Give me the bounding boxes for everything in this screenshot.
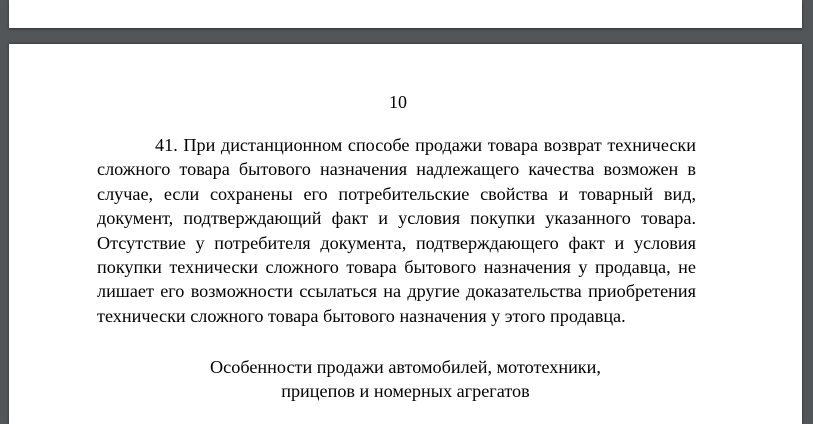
paragraph-line: технически сложного товара бытового назначения у этого продавца.: [97, 305, 626, 326]
page-number: 10: [389, 92, 407, 112]
paragraph-41: [97, 133, 696, 328]
paragraph-line: Отсутствие у потребителя документа, подтверждающего факт и условия: [97, 232, 696, 253]
paragraph-line: 41. При дистанционном способе продажи товара возврат технически: [155, 135, 696, 155]
section-heading: [9, 355, 802, 403]
paragraph-line: случае, если сохранены его потребительские свойства и товарный вид,: [97, 183, 696, 204]
section-heading-line: прицепов и номерных агрегатов: [281, 381, 530, 401]
paragraph-line: покупки технически сложного товара бытового назначения у продавца, не: [97, 257, 696, 278]
previous-page-bottom: [9, 0, 802, 28]
section-heading-line: Особенности продажи автомобилей, мототехники,: [210, 357, 601, 377]
paragraph-line: сложного товара бытового назначения надлежащего качества возможен в: [97, 159, 696, 180]
paragraph-line: документ, подтверждающий факт и условия покупки указанного товара.: [97, 208, 696, 229]
document-page: [9, 44, 802, 424]
paragraph-line: лишает его возможности ссылаться на другие доказательства приобретения: [97, 281, 696, 302]
